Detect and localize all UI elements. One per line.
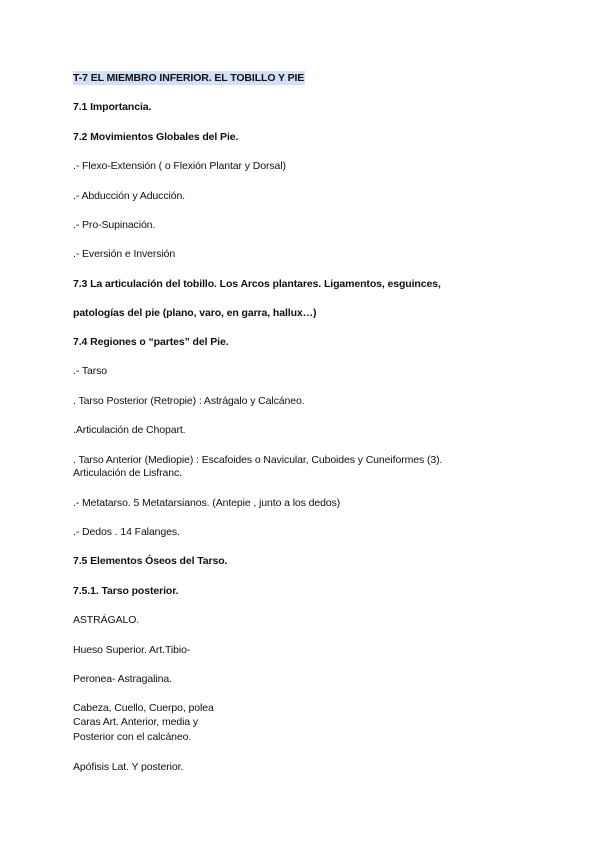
astragalo-line: Caras Art. Anterior, media y [73, 716, 199, 728]
region-item: .- Dedos . 14 Falanges. [73, 526, 180, 538]
heading-7-5-1: 7.5.1. Tarso posterior. [73, 585, 179, 597]
astragalo-line: Peronea- Astragalina. [73, 673, 172, 685]
region-item: .- Tarso [73, 365, 108, 377]
heading-7-3-cont: patologías del pie (plano, varo, en garra, hallux…) [73, 307, 317, 319]
heading-7-3: 7.3 La articulación del tobillo. Los Arcos plantares. Ligamentos, esguinces, [73, 278, 441, 290]
document-title [73, 72, 305, 85]
region-item: .Articulación de Chopart. [73, 424, 186, 436]
movement-item: .- Flexo-Extensión ( o Flexión Plantar y Dorsal) [73, 160, 286, 172]
astragalo-heading: ASTRÁGALO. [73, 614, 140, 626]
movement-item: .- Abducción y Aducción. [73, 190, 186, 202]
title-highlight: T-7 EL MIEMBRO INFERIOR. EL TOBILLO Y PIE [73, 72, 305, 84]
heading-7-5: 7.5 Elementos Óseos del Tarso. [73, 555, 228, 567]
movement-item: .- Pro-Supinación. [73, 219, 156, 231]
region-item: . Tarso Anterior (Mediopie) : Escafoides o Navicular, Cuboides y Cuneiformes (3). [73, 454, 443, 466]
heading-7-2: 7.2 Movimientos Globales del Pie. [73, 131, 239, 143]
astragalo-line: Hueso Superior. Art.Tibio- [73, 644, 191, 656]
astragalo-line: Posterior con el calcáneo. [73, 731, 192, 743]
heading-7-1: 7.1 Importancia. [73, 101, 152, 113]
region-item: .- Metatarso. 5 Metatarsianos. (Antepie , junto a los dedos) [73, 497, 341, 509]
region-item: . Tarso Posterior (Retropie) : Astrágalo y Calcáneo. [73, 395, 305, 407]
region-item-cont: Articulación de Lisfranc. [73, 467, 182, 479]
astragalo-line: Apófisis Lat. Y posterior. [73, 761, 184, 773]
astragalo-line: Cabeza, Cuello, Cuerpo, polea [73, 702, 214, 714]
heading-7-4: 7.4 Regiones o “partes” del Pie. [73, 336, 229, 348]
movement-item: .- Eversión e Inversión [73, 248, 176, 260]
